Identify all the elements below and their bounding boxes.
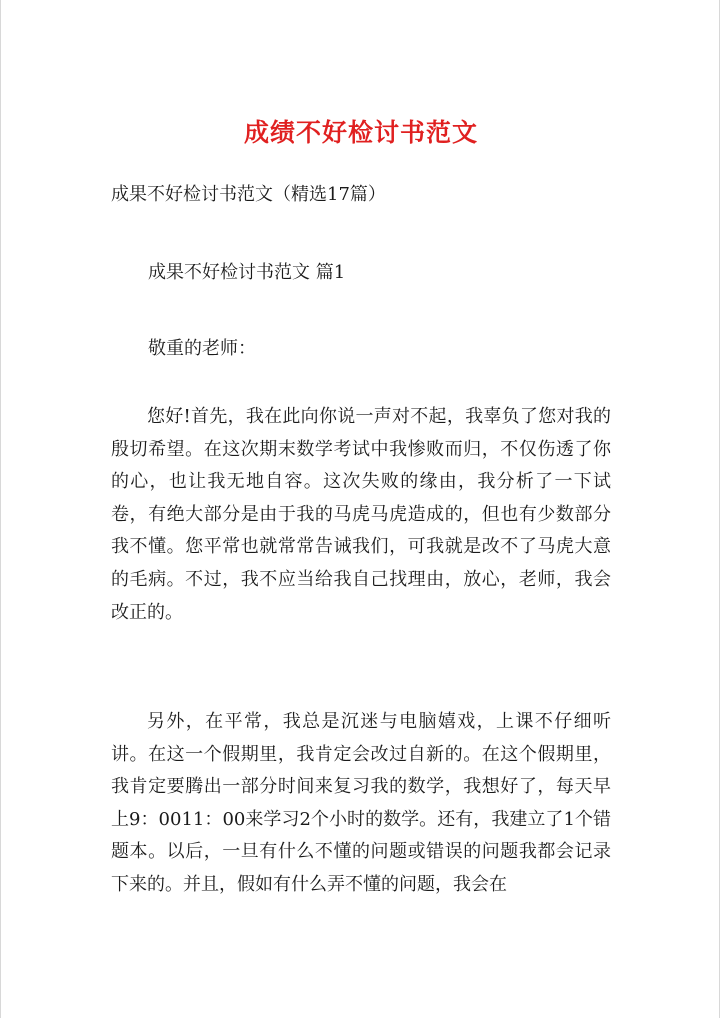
body-paragraph-1: 您好!首先，我在此向你说一声对不起，我辜负了您对我的殷切希望。在这次期末数学考试中我惨败而归，不仅伤透了你的心，也让我无地自容。这次失败的缘由，我分析了一下试卷，有绝大部分是由于我的马虎马虎造成的，但也有少数部分我不懂。您平常也就常常告诫我们，可我就是改不了马虎大意的毛病。不过，我不应当给我自己找理由，放心，老师，我会改正的。: [111, 406, 611, 623]
section-heading: 成果不好检讨书范文 篇1: [148, 262, 346, 283]
document-subtitle: 成果不好检讨书范文（精选17篇）: [111, 184, 386, 205]
document-title: 成绩不好检讨书范文: [243, 118, 478, 147]
salutation: 敬重的老师：: [148, 338, 256, 359]
body-paragraph-2: 另外，在平常，我总是沉迷与电脑嬉戏，上课不仔细听讲。在这一个假期里，我肯定会改过自新的。在这个假期里，我肯定要腾出一部分时间来复习我的数学，我想好了，每天早上9：0011：00来学习2个小时的数学。还有，我建立了1个错题本。以后，一旦有什么不懂的问题或错误的问题我都会记录下来的。并且，假如有什么弄不懂的问题，我会在: [111, 711, 611, 895]
